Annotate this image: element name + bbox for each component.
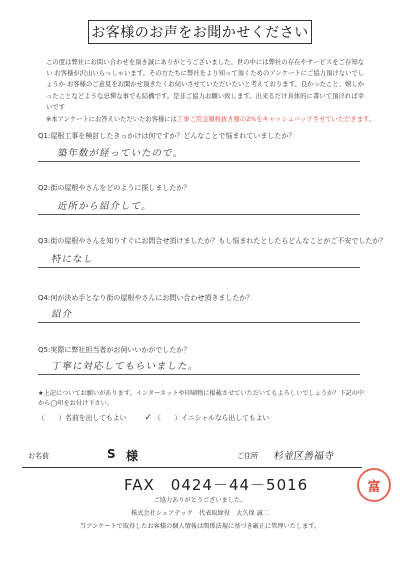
cashback-note <box>46 114 375 123</box>
option-initials-label: （ ）イニシャルなら出してもよい <box>154 414 270 422</box>
answer-4: 紹介 <box>50 309 74 320</box>
question-4: Q4:何が決め手となり街の屋根やさんにお問い合わせ頂きましたか？ <box>38 294 254 302</box>
consent-options <box>38 412 269 423</box>
answer-5: 丁寧に対応してもらいました。 <box>50 361 200 372</box>
name-suffix: 様 <box>126 449 139 463</box>
address-value: 杉並区善福寺 <box>272 451 335 462</box>
name-value: S <box>107 447 116 461</box>
fax-number: FAX 0424－44－5016 <box>124 476 309 494</box>
privacy-text: 当アンケートで取得したお客様の個人情報は関係法規に基づき厳正に管理いたします。 <box>79 523 321 530</box>
answer-1: 築年数が経っていたので。 <box>56 148 185 159</box>
answer-3: 特になし <box>50 254 95 265</box>
question-3: Q3:街の屋根やさんを知りすぐにお問合せ頂けましたか？もし悩まれたとしたらどんなことがご不安でしたか？ <box>38 237 387 245</box>
answer-2: 近所から紹介して。 <box>56 201 154 212</box>
question-5: Q5:実際に弊社担当者がお伺いいかがでしたか？ <box>38 346 191 354</box>
page-title: お客様のお声をお聞かせください <box>88 20 312 44</box>
consent-text: ★上記についてお願いがあります。インターネットや印刷物に掲載させていただいてもよろしいでしょうか？下記の中から◯印をお付け下さい。 <box>38 390 365 407</box>
answer-line-2 <box>38 214 360 215</box>
note-prefix: ※本アンケートにお答えいただいたお客様には <box>46 116 177 123</box>
question-1: Q1:屋根工事を検討したきっかけは何ですか？どんなことで悩まれていましたか？ <box>38 132 296 140</box>
question-2: Q2:街の屋根やさんをどのように探しましたか？ <box>38 184 191 192</box>
check-icon: ✓ <box>144 413 152 423</box>
answer-line-5 <box>38 374 360 375</box>
note-highlight: 工事ご用金額税抜き額の2%をキャッシュバックさせていただきます。 <box>176 116 376 123</box>
stamp-text: 富 <box>367 479 381 495</box>
name-address-row <box>22 445 362 469</box>
address-label: ご住所 <box>237 452 258 460</box>
answer-line-1 <box>38 161 360 162</box>
name-label: お名前 <box>28 452 49 460</box>
name-underline <box>22 467 362 468</box>
intro-text: この度は弊社にお問い合わせを頂き誠にありがとうございました。世の中には弊社の存在やサービスをご存知ない お客様が沢山いらっしゃいます。その方たちに弊社をより知って頂くためのアンケートにご協力頂けないでしょうか お客様のご意見をお聞かせ頂きたくお伺いさせていただいたいと考えております。良かったこと、嬉しかったことなどような忌憚な事でも結構です。是非ご協力お願い致します。出来るだけ具体的に書いて頂ければ幸いです <box>46 59 364 111</box>
answer-line-3 <box>38 267 360 268</box>
company-text: 株式会社シェアテック 代表取締役 大久保 誠二 <box>131 510 269 517</box>
answer-line-4 <box>38 322 360 323</box>
option-initials[interactable] <box>144 412 269 423</box>
option-full-name[interactable]: （ ）名前を出してもよい <box>38 414 127 422</box>
thanks-text: ご協力ありがとうございました。 <box>153 497 247 504</box>
